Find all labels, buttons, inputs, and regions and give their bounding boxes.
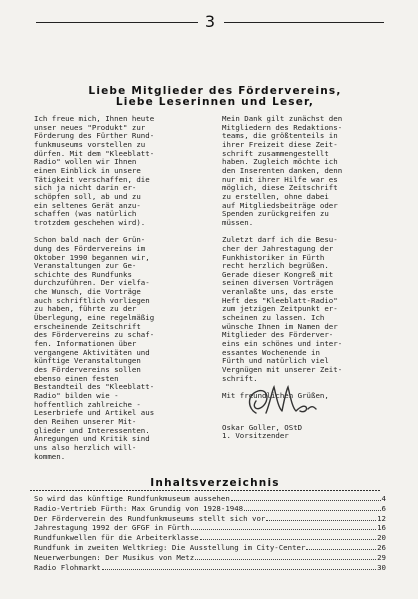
toc-leader-dots	[200, 533, 376, 540]
left-column-line: schichte des Rundfunks	[34, 269, 132, 279]
right-column-line: Funkhistoriker in Fürth	[222, 252, 325, 262]
left-column-line: Überlegung, eine regelmäßig	[34, 313, 155, 323]
signature-name: Oskar Goller, OStD	[222, 423, 303, 432]
left-column-line: uns also herzlich will-	[34, 442, 137, 452]
greeting-line-1: Liebe Mitglieder des Fördervereins,	[88, 85, 342, 97]
left-column-line: Leserbriefe und Artikel aus	[34, 408, 155, 418]
toc-entry	[34, 494, 386, 504]
toc-entry-title: Neuerwerbungen: Der Musikus von Metz	[34, 552, 195, 562]
left-column-line: Veranstaltungen zur Ge-	[34, 261, 137, 271]
toc-entry-page: 26	[377, 542, 386, 552]
handwritten-signature	[226, 383, 346, 423]
right-column-line: nur mit ihrer Hilfe war es	[222, 174, 338, 184]
left-column-line: fen. Informationen über	[34, 339, 137, 349]
toc-title: Inhaltsverzeichnis	[150, 477, 280, 489]
toc-leader-dots	[306, 543, 376, 550]
toc-entry	[34, 504, 386, 514]
toc-leader-dots	[102, 563, 376, 570]
left-column-line: Förderung des Fürther Rund-	[34, 131, 155, 141]
right-column-line: ihrer Freizeit diese Zeit-	[222, 139, 338, 149]
right-column-line: möglich, diese Zeitschrift	[222, 183, 338, 193]
greeting-headline	[30, 86, 400, 108]
header-rule-left	[36, 22, 198, 23]
left-column-line: erscheinende Zeitschrift	[34, 321, 141, 331]
toc-entry	[34, 543, 386, 553]
toc-entry	[34, 523, 386, 533]
toc-leader-dots	[266, 514, 376, 521]
toc-entry-page: 6	[381, 503, 386, 513]
left-column-line: durchzuführen. Der vielfa-	[34, 278, 150, 288]
right-column-line: teams, die größtenteils in	[222, 131, 338, 141]
right-column-line: auf Mitgliedsbeiträge oder	[222, 200, 338, 210]
toc-divider	[30, 490, 380, 491]
right-column-line: seinen diversen Vorträgen	[222, 278, 334, 288]
left-column-line: funkmuseums vorstellen zu	[34, 139, 146, 149]
right-column-line: schrift zusammengestellt	[222, 148, 329, 158]
left-column-line: vergangene Aktivitäten und	[34, 347, 150, 357]
right-column-line: Heft des "Kleeblatt-Radio"	[222, 295, 338, 305]
right-column-line: scheinen zu lassen. Ich	[222, 313, 325, 323]
toc-entry	[34, 553, 386, 563]
left-column-line: trotzdem geschehen wird).	[34, 217, 146, 227]
right-column-line: schrift.	[222, 373, 258, 383]
left-column-line: glieder und Interessenten.	[34, 425, 150, 435]
right-column-line: Vergnügen mit unserer Zeit-	[222, 365, 343, 375]
toc-entry-title: Radio Flohmarkt	[34, 562, 101, 572]
toc-entry-page: 12	[377, 513, 386, 523]
left-column-line: künftige Veranstaltungen	[34, 356, 141, 366]
left-column-line: dürfen. Mit dem "Kleeblatt-	[34, 148, 155, 158]
toc-leader-dots	[195, 553, 376, 560]
left-column-line: ein seltenes Gerät anzu-	[34, 200, 141, 210]
toc-entry-title: So wird das künftige Rundfunkmuseum aussehen	[34, 494, 230, 503]
toc-entry-page: 29	[377, 552, 386, 562]
toc-entry-page: 30	[377, 562, 386, 572]
right-column-line: zu erstellen, ohne dabei	[222, 191, 329, 201]
toc-entry-title: Rundfunkwellen für die Arbeiterklasse	[34, 533, 199, 543]
left-column-line: Schon bald nach der Grün-	[34, 235, 146, 245]
left-column-line: hoffentlich zahlreiche -	[34, 399, 141, 409]
page-number: 3	[204, 12, 216, 31]
left-column-line: des Fördervereins sollen	[34, 365, 141, 375]
right-column-line: zum jetzigen Zeitpunkt er-	[222, 304, 338, 314]
left-column-line: Oktober 1990 begannen wir,	[34, 252, 150, 262]
right-column-line: den Inserenten danken, denn	[222, 165, 343, 175]
letter-left-column	[34, 115, 196, 461]
letter-right-column	[222, 115, 392, 401]
left-column-line: Radio" bilden wie -	[34, 391, 119, 400]
toc-entry-page: 20	[377, 533, 386, 543]
right-column-line: Mit freundlichen Grüßen,	[222, 391, 329, 400]
header-rule-right	[224, 22, 384, 23]
right-column-line: Mein Dank gilt zunächst den	[222, 114, 343, 123]
left-column-line: den Reihen unserer Mit-	[34, 416, 137, 426]
right-column-line: cher der Jahrestagung der	[222, 243, 334, 253]
left-column-line: kommen.	[34, 451, 66, 461]
left-column-line: unser neues "Produkt" zur	[34, 122, 146, 132]
left-column-line: Anregungen und Kritik sind	[34, 434, 150, 444]
right-column-line: veranlaßte uns, das erste	[222, 287, 334, 297]
toc-leader-dots	[244, 504, 380, 511]
toc-leader-dots	[231, 494, 381, 501]
right-column-line: haben. Zugleich möchte ich	[222, 157, 338, 167]
left-column-line: schöpfen soll, ab und zu	[34, 191, 141, 201]
toc-entry-page: 16	[377, 523, 386, 533]
toc-entry	[34, 563, 386, 573]
right-column-line: recht herzlich begrüßen.	[222, 261, 329, 271]
left-column-line: che Wunsch, die Vorträge	[34, 287, 141, 297]
toc-leader-dots	[191, 523, 376, 530]
left-column-line: schaffen (was natürlich	[34, 209, 137, 219]
left-column-line: zu haben, führte zu der	[34, 304, 137, 314]
toc-entry-title: Jahrestagung 1992 der GFGF in Fürth	[34, 523, 190, 533]
left-column-line: des Fördervereins zu schaf-	[34, 330, 155, 340]
right-column-line: Mitglieder des Förderver-	[222, 330, 334, 340]
left-column-line: dung des Fördervereins im	[34, 243, 146, 253]
left-column-line: einen Einblick in unsere	[34, 165, 141, 175]
toc-entry	[34, 514, 386, 524]
toc-list	[34, 494, 386, 572]
signature-role: 1. Vorsitzender	[222, 431, 289, 440]
right-column-line: Fürth und natürlich viel	[222, 356, 329, 366]
left-column-line: sich ja nicht darin er-	[34, 183, 137, 193]
toc-entry	[34, 533, 386, 543]
greeting-line-2: Liebe Leserinnen und Leser,	[115, 96, 315, 108]
right-column-line: Spenden zurückgreifen zu	[222, 209, 329, 219]
left-column-line: Tätigkeit verschaffen, die	[34, 174, 150, 184]
toc-entry-title: Rundfunk im zweiten Weltkrieg: Die Ausstellung im City-Center	[34, 542, 306, 552]
left-column-line: auch schriftlich vorliegen	[34, 295, 150, 305]
right-column-line: essantes Wochenende in	[222, 347, 320, 357]
left-column-line: Radio" wollen wir Ihnen	[34, 157, 137, 167]
right-column-line: müssen.	[222, 217, 254, 227]
left-column-line: Bestandteil des "Kleeblatt-	[34, 382, 155, 392]
left-column-line: Ich freue mich, Ihnen heute	[34, 114, 155, 123]
toc-entry-title: Radio-Vertrieb Fürth: Max Grundig von 1928-1948	[34, 503, 244, 513]
right-column-line: wünsche Ihnen im Namen der	[222, 321, 338, 331]
toc-entry-title: Der Förderverein des Rundfunkmuseums stellt sich vor	[34, 513, 266, 523]
left-column-line: ebenso einen festen	[34, 373, 119, 383]
toc-entry-page: 4	[381, 494, 386, 503]
right-column-line: Mitgliedern des Redaktions-	[222, 122, 343, 132]
right-column-line: Gerade dieser Kongreß mit	[222, 269, 334, 279]
right-column-line: eins ein schönes und inter-	[222, 339, 343, 349]
right-column-line: Zuletzt darf ich die Besu-	[222, 235, 338, 245]
